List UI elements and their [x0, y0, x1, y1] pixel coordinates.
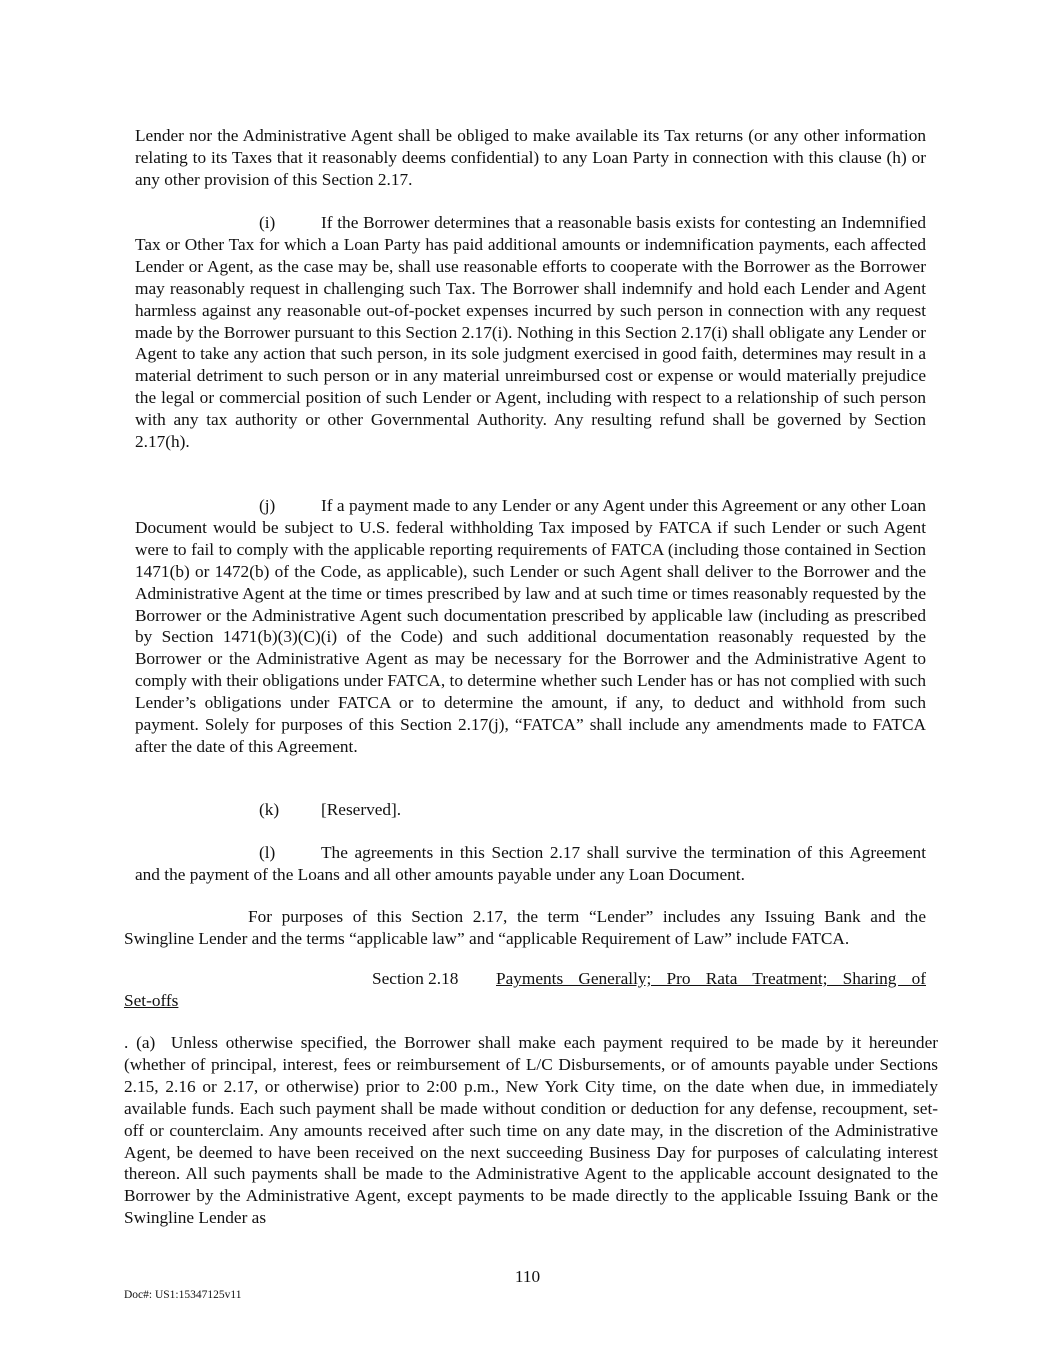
paragraph-i-marker: (i) [259, 213, 276, 232]
paragraph-j-marker: (j) [259, 496, 276, 515]
document-id: Doc#: US1:15347125v11 [124, 1289, 242, 1301]
section-title-line2: Set-offs [124, 991, 179, 1010]
paragraph-j-text: If a payment made to any Lender or any Agent under this Agreement or any other Loan Document would be subject to U.S. federal withholding Tax imposed by FATCA if such Lender or such Agent were to fail to comply with the applicable reporting requirements of FATCA (including those contained in Section 1471(b) or 1472(b) of the Code, as applicable), such Lender or such Agent shall deliver to the Borrower and the Administrative Agent at the time or times prescribed by law and at such time or times reasonably requested by the Borrower or the Administrative Agent such documentation prescribed by applicable law (including as prescribed by Section 1471(b)(3)(C)(i) of the Code) and such additional documentation reasonably requested by the Borrower or the Administrative Agent as may be necessary for the Borrower and the Administrative Agent to comply with their obligations under FATCA, to determine whether such Lender has or has not complied with such Lender’s obligations under FATCA or to determine the amount, if any, to deduct and withhold from such payment. Solely for purposes of this Section 2.17(j), “FATCA” shall include any amendments made to FATCA after the date of this Agreement. [135, 496, 926, 756]
paragraph-k-marker: (k) [259, 800, 280, 819]
paragraph-purposes [124, 906, 926, 950]
paragraph-l-text: The agreements in this Section 2.17 shall survive the termination of this Agreement and the payment of the Loans and all other amounts payable under any Loan Document. [135, 843, 926, 884]
paragraph-h-continued: Lender nor the Administrative Agent shall be obliged to make available its Tax returns (or any other information relating to its Taxes that it reasonably deems confidential) to any Loan Party in connection with this clause (h) or any other provision of this Section 2.17. [135, 126, 926, 189]
paragraph-a-lead: . (a) [124, 1033, 156, 1052]
paragraph-a [124, 1032, 938, 1229]
paragraph-a-text: Unless otherwise specified, the Borrower shall make each payment required to be made by it hereunder (whether of principal, interest, fees or reimbursement of L/C Disbursements, or of amounts payable under Sections 2.15, 2.16 or 2.17, or otherwise) prior to 2:00 p.m., New York City time, on the date when due, in immediately available funds. Each such payment shall be made without condition or deduction for any defense, recoupment, set-off or counterclaim. Any amounts received after such time on any date may, in the discretion of the Administrative Agent, be deemed to have been received on the next succeeding Business Day for purposes of calculating interest thereon. All such payments shall be made to the Administrative Agent to the applicable account designated to the Borrower by the Administrative Agent, except payments to be made directly to the applicable Issuing Bank or the Swingline Lender as [124, 1033, 938, 1228]
paragraph-purposes-text: For purposes of this Section 2.17, the term “Lender” includes any Issuing Bank and the Swingline Lender and the terms “applicable law” and “applicable Requirement of Law” include FATCA. [124, 907, 926, 948]
paragraph-i [135, 212, 926, 453]
paragraph-i-text: If the Borrower determines that a reasonable basis exists for contesting an Indemnified Tax or Other Tax for which a Loan Party has paid additional amounts or indemnification payments, each affected Lender or Agent, as the case may be, shall use reasonable efforts to cooperate with the Borrower as the Borrower may reasonably request in challenging such Tax. The Borrower shall indemnify and hold each Lender and Agent harmless against any reasonable out-of-pocket expenses incurred by such person in connection with any request made by the Borrower pursuant to this Section 2.17(i). Nothing in this Section 2.17(i) shall obligate any Lender or Agent to take any action that such person, in its sole judgment exercised in good faith, determines may result in a material detriment to such person or in any material unreimbursed cost or expense or would materially prejudice the legal or commercial position of such Lender or Agent, including with respect to a relationship of such person with any tax authority or other Governmental Authority. Any resulting refund shall be governed by Section 2.17(h). [135, 213, 926, 452]
paragraph-l [135, 842, 926, 886]
section-number: Section 2.18 [372, 969, 459, 988]
paragraph-k [135, 799, 926, 821]
paragraph-k-text: [Reserved]. [321, 800, 402, 819]
page-number: 110 [514, 1267, 541, 1286]
paragraph-j [135, 495, 926, 758]
section-title-line1: Payments Generally; Pro Rata Treatment; Sharing of [496, 969, 926, 988]
paragraph-l-marker: (l) [259, 843, 276, 862]
